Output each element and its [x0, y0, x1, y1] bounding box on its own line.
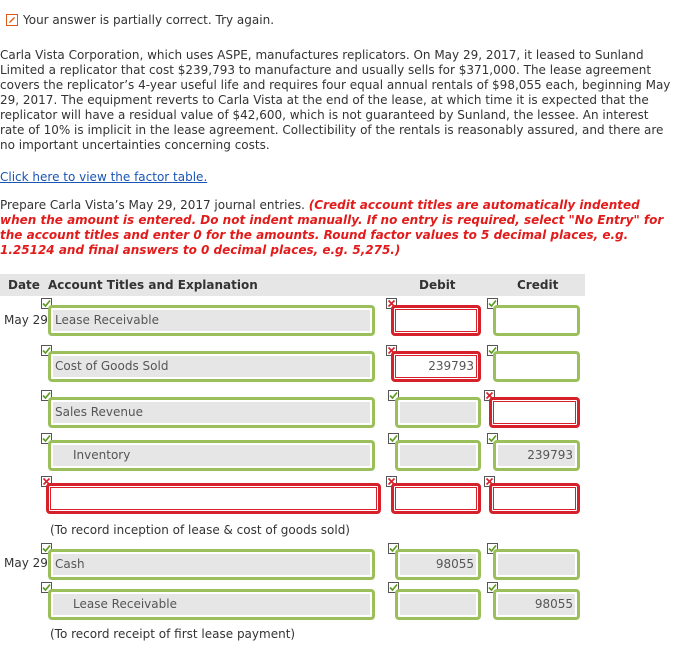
credit-value [498, 310, 575, 331]
credit-field[interactable] [493, 351, 580, 382]
debit-value [400, 594, 476, 615]
entry2-date: May 29 [4, 556, 48, 570]
account-value: Lease Receivable [53, 594, 370, 615]
debit-field[interactable] [395, 440, 481, 471]
answer-status [6, 13, 274, 27]
instructions [0, 198, 676, 258]
account-field[interactable] [48, 440, 375, 471]
account-value: Cost of Goods Sold [53, 356, 370, 377]
header-account: Account Titles and Explanation [48, 278, 258, 292]
header-debit: Debit [419, 278, 456, 292]
debit-value: 239793 [395, 355, 477, 378]
credit-field[interactable] [489, 397, 580, 428]
debit-field[interactable] [391, 351, 481, 382]
entry2-note: (To record receipt of first lease payment) [50, 627, 296, 641]
account-value: Lease Receivable [53, 310, 370, 331]
credit-value [493, 401, 576, 424]
debit-field[interactable] [395, 397, 481, 428]
answer-status-text: Your answer is partially correct. Try again. [23, 13, 275, 27]
credit-field[interactable] [489, 483, 580, 514]
account-value: Cash [53, 554, 370, 575]
account-field[interactable] [48, 549, 375, 580]
debit-field[interactable] [391, 483, 481, 514]
credit-value: 239793 [498, 445, 575, 466]
debit-value [395, 309, 477, 332]
debit-field[interactable] [395, 589, 481, 620]
credit-field[interactable] [493, 589, 580, 620]
account-value [50, 487, 377, 510]
header-date: Date [8, 278, 40, 292]
credit-value [498, 554, 575, 575]
credit-field[interactable] [493, 305, 580, 336]
credit-field[interactable] [493, 440, 580, 471]
account-field[interactable] [48, 305, 375, 336]
debit-value [395, 487, 477, 510]
debit-field[interactable] [395, 549, 481, 580]
account-field[interactable] [48, 351, 375, 382]
instructions-note: (Credit account titles are automatically indented when the amount is entered. Do not indent manually. If no entry is required, select "No Entry" for the account titles and enter 0 for the amounts. Round factor values to 5 decimal places, e.g. 1.25124 and final answers to 0 decimal places, e.g. 5,275.) [0, 198, 664, 257]
account-field[interactable] [48, 589, 375, 620]
table-header [0, 274, 585, 296]
entry1-note: (To record inception of lease & cost of goods sold) [50, 523, 350, 537]
debit-value [400, 445, 476, 466]
account-value: Sales Revenue [53, 402, 370, 423]
account-value: Inventory [53, 445, 370, 466]
credit-value [493, 487, 576, 510]
instructions-lead: Prepare Carla Vista’s May 29, 2017 journal entries. [0, 198, 305, 212]
debit-value [400, 402, 476, 423]
debit-value: 98055 [400, 554, 476, 575]
entry1-date: May 29 [4, 313, 48, 327]
problem-text: Carla Vista Corporation, which uses ASPE, manufactures replicators. On May 29, 2017, it leased to Sunland Limited a replicator that cost $239,793 to manufacture and usually sells for $371,000. The lease agreement covers the replicator’s 4-year useful life and requires four equal annual rentals of $98,055 each, beginning May 29, 2017. The equipment reverts to Carla Vista at the end of the lease, at which time it is expected that the replicator will have a residual value of $42,600, which is not guaranteed by Sunland, the lessee. An interest rate of 10% is implicit in the lease agreement. Collectibility of the rentals is reasonably assured, and there are no important uncertainties concerning costs. [0, 48, 671, 152]
debit-field[interactable] [391, 305, 481, 336]
account-field[interactable] [48, 397, 375, 428]
credit-value [498, 356, 575, 377]
account-field[interactable] [46, 483, 381, 514]
header-credit: Credit [517, 278, 559, 292]
factor-table-link[interactable]: Click here to view the factor table. [0, 170, 208, 184]
credit-field[interactable] [493, 549, 580, 580]
credit-value: 98055 [498, 594, 575, 615]
pencil-icon [6, 14, 18, 26]
